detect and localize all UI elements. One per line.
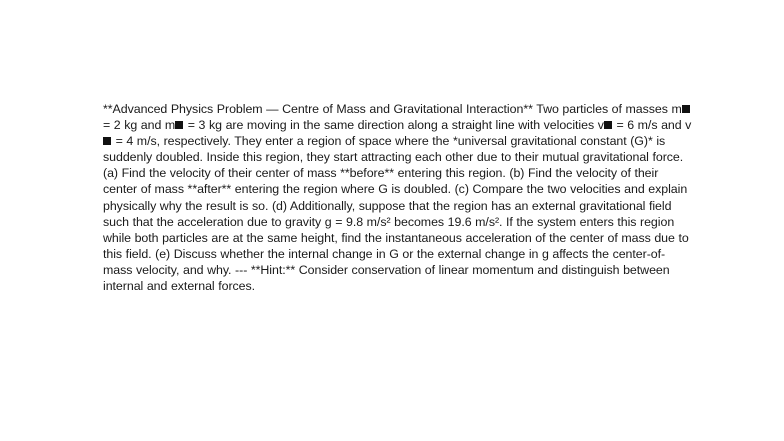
missing-glyph-box (682, 105, 690, 113)
missing-glyph-box (175, 121, 183, 129)
missing-glyph-box (103, 137, 111, 145)
missing-glyph-box (604, 121, 612, 129)
problem-text: **Advanced Physics Problem — Centre of Mass and Gravitational Interaction** Two particles of masses m = 2 kg and m = 3 kg are moving in the same direction along a straight line with velocities v = 6 m/s and v = 4 m/s, respectively. They enter a region of space where the *universal gravitational constant (G)* is suddenly doubled. Inside this region, they start attracting each other due to their mutual gravitational force. (a) Find the velocity of their center of mass **before** entering this region. (b) Find the velocity of their center of mass **after** entering the region where G is doubled. (c) Compare the two velocities and explain physically why the result is so. (d) Additionally, suppose that the region has an external gravitational field such that the acceleration due to gravity g = 9.8 m/s² becomes 19.6 m/s². If the system enters this region while both particles are at the same height, find the instantaneous acceleration of the center of mass due to this field. (e) Discuss whether the internal change in G or the external change in g affects the center-of-mass velocity, and why. --- **Hint:** Consider conservation of linear momentum and distinguish between internal and external forces. (103, 102, 692, 294)
